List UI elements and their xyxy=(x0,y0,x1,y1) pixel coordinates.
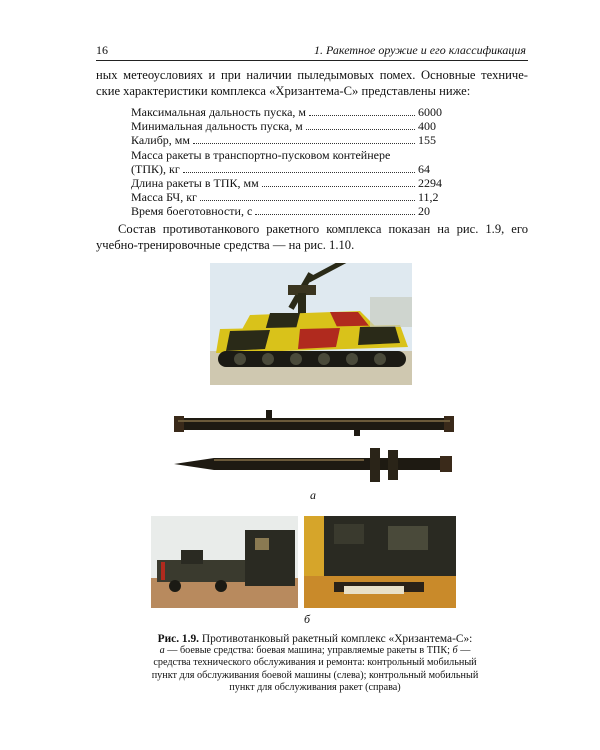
missile-maintenance-photo xyxy=(304,516,456,608)
intro-paragraph: ных метеоусловиях и при наличии пыледымовых помех. Основные техниче-ские характеристики комплекса «Хризантема-С» представлены ниже: xyxy=(96,68,528,98)
page-number: 16 xyxy=(96,43,108,57)
spec-label: Масса ракеты в транспортно-пусковом контейнере xyxy=(131,147,391,162)
figure-caption xyxy=(150,633,480,694)
spec-label: Время боеготовности, с xyxy=(131,204,253,219)
missile-photo xyxy=(174,448,454,484)
figure-label-a: а xyxy=(310,488,316,502)
spec-label: Калибр, мм xyxy=(131,133,190,148)
spec-value: 11,2 xyxy=(418,190,439,205)
spec-row xyxy=(131,148,444,176)
caption-b-text: — средства технического обслуживания и ремонта: контрольный мобильный пункт для обслуживания боевой машины (слева); контрольный мобильный пункт для обслуживания ракет (справа) xyxy=(151,645,479,693)
composition-paragraph: Состав противотанкового ракетного комплекса показан на рис. 1.9, его учебно-тренировочные средства — на рис. 1.10. xyxy=(96,222,528,252)
section-title: 1. Ракетное оружие и его классификация xyxy=(314,43,526,57)
vehicle-maintenance-photo xyxy=(151,516,298,608)
spec-row xyxy=(131,105,444,119)
running-header xyxy=(96,42,528,61)
spec-value: 6000 xyxy=(418,105,442,119)
spec-row xyxy=(131,190,444,204)
missile-container-photo xyxy=(174,406,454,438)
specs-list xyxy=(131,105,444,219)
figure-label-b: б xyxy=(304,612,311,626)
spec-row xyxy=(131,133,444,147)
spec-row xyxy=(131,119,444,133)
caption-a-text: — боевые средства: боевая машина; управляемые ракеты в ТПК; xyxy=(167,645,450,657)
spec-label-continued: (ТПК), кг xyxy=(131,161,180,176)
spec-value: 2294 xyxy=(418,176,442,191)
spec-value: 155 xyxy=(418,133,436,148)
caption-number: Рис. 1.9. xyxy=(157,633,199,645)
spec-label: Масса БЧ, кг xyxy=(131,190,197,205)
caption-letter-a: а xyxy=(159,645,165,657)
spec-label: Длина ракеты в ТПК, мм xyxy=(131,176,259,191)
spec-row xyxy=(131,176,444,190)
spec-value: 20 xyxy=(418,204,430,219)
spec-value: 400 xyxy=(418,119,436,134)
spec-label: Максимальная дальность пуска, м xyxy=(131,105,307,119)
caption-letter-b: б xyxy=(452,645,458,657)
combat-vehicle-photo xyxy=(210,263,412,385)
spec-row xyxy=(131,204,444,218)
spec-label: Минимальная дальность пуска, м xyxy=(131,119,303,134)
caption-title: Противотанковый ракетный комплекс «Хризантема-С»: xyxy=(201,633,473,645)
spec-value: 64 xyxy=(418,161,430,176)
